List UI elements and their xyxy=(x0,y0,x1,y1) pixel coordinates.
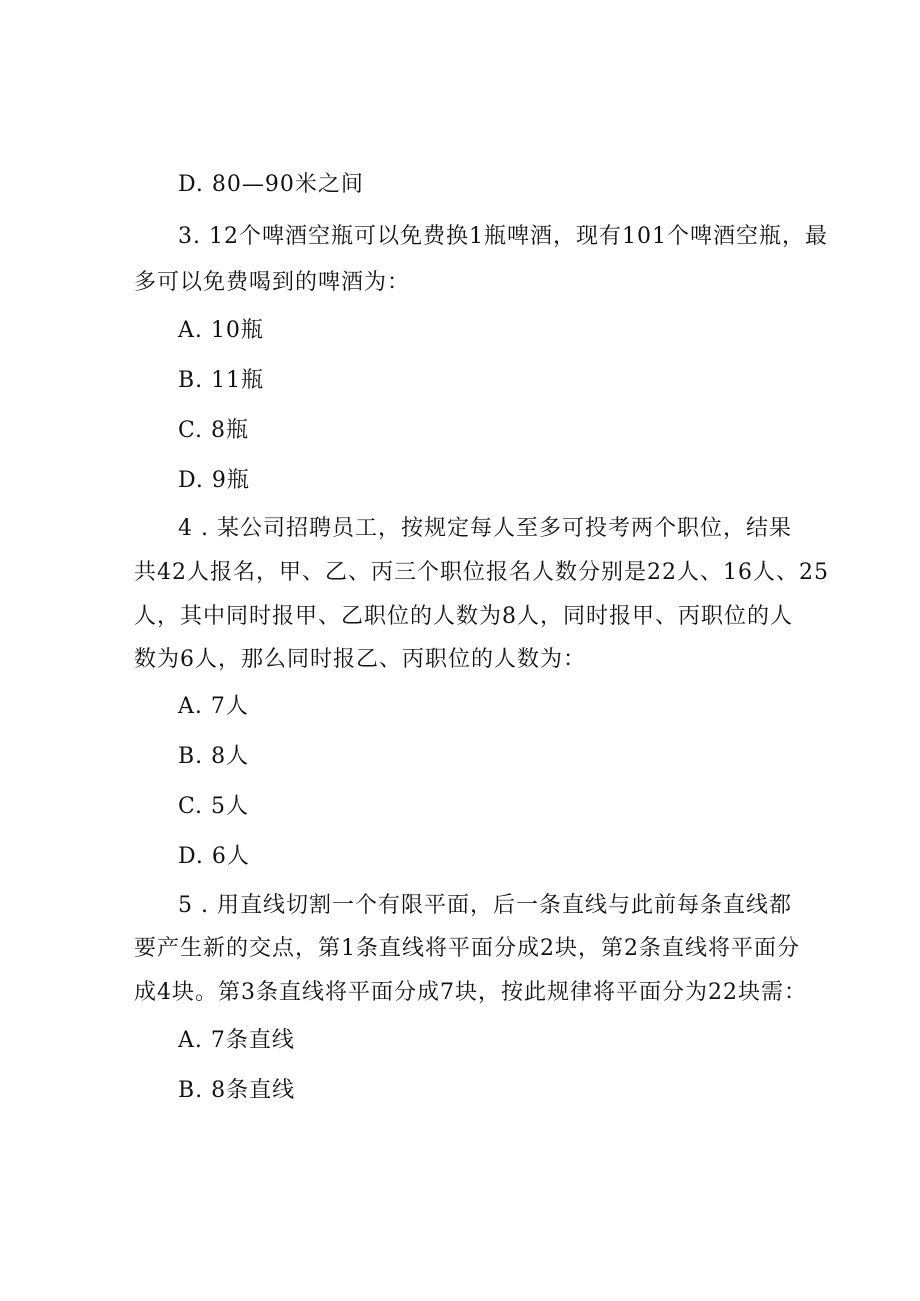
q5-option-b: B. 8条直线 xyxy=(178,1078,296,1103)
q5-stem-line1: 5 . 用直线切割一个有限平面，后一条直线与此前每条直线都 xyxy=(178,893,792,918)
q2-option-d: D. 80—90米之间 xyxy=(178,172,364,197)
q3-option-c: C. 8瓶 xyxy=(178,418,250,443)
q4-stem-line3: 人，其中同时报甲、乙职位的人数为8人，同时报甲、丙职位的人 xyxy=(134,604,793,629)
q3-stem-line2: 多可以免费喝到的啤酒为： xyxy=(134,270,411,295)
q3-option-d: D. 9瓶 xyxy=(178,468,250,493)
q4-option-b: B. 8人 xyxy=(178,744,250,769)
q5-stem-line2: 要产生新的交点，第1条直线将平面分成2块，第2条直线将平面分 xyxy=(134,936,800,961)
q4-stem-line4: 数为6人，那么同时报乙、丙职位的人数为： xyxy=(134,647,586,672)
q3-stem-line1: 3. 12个啤酒空瓶可以免费换1瓶啤酒，现有101个啤酒空瓶，最 xyxy=(178,224,828,249)
q5-stem-line3: 成4块。第3条直线将平面分成7块，按此规律将平面分为22块需： xyxy=(134,980,807,1005)
q4-stem-line2: 共42人报名，甲、乙、丙三个职位报名人数分别是22人、16人、25 xyxy=(134,560,829,585)
q4-option-a: A. 7人 xyxy=(178,694,249,719)
q5-option-a: A. 7条直线 xyxy=(178,1028,295,1053)
q4-stem-line1: 4 . 某公司招聘员工，按规定每人至多可投考两个职位，结果 xyxy=(178,516,792,541)
q3-option-b: B. 11瓶 xyxy=(178,368,265,393)
q4-option-d: D. 6人 xyxy=(178,844,250,869)
q3-option-a: A. 10瓶 xyxy=(178,318,264,343)
q4-option-c: C. 5人 xyxy=(178,794,250,819)
